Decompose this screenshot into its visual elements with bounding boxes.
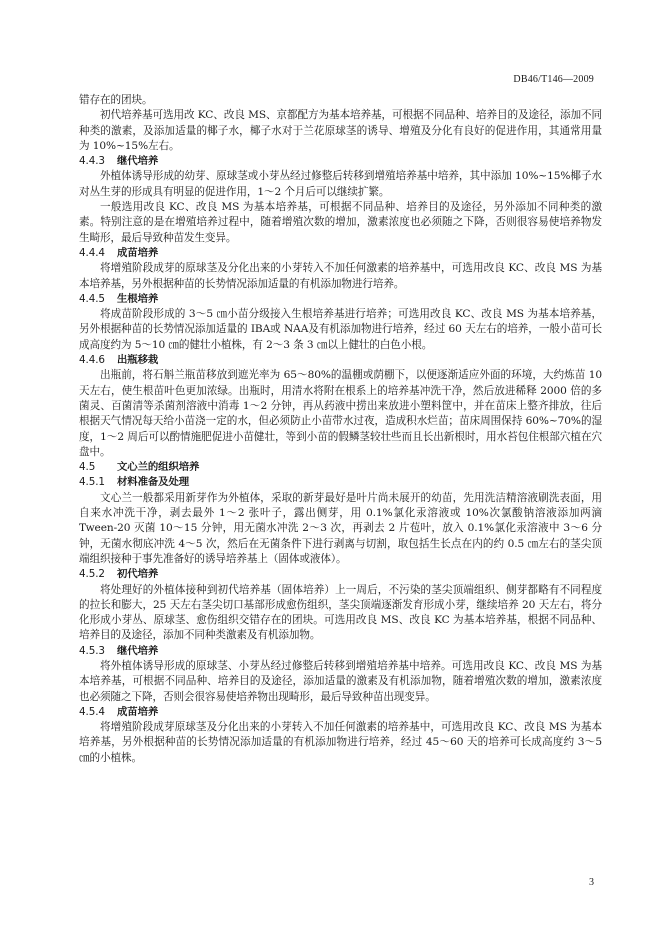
section-title: 生根培养: [117, 292, 159, 305]
section-heading: [79, 353, 602, 368]
section-title: 成苗培养: [117, 246, 159, 259]
section-title: 初代培养: [117, 568, 159, 581]
section-heading: [79, 567, 602, 582]
section-heading: [79, 705, 602, 720]
paragraph: 将增殖阶段成芽原球茎及分化出来的小芽转入不加任何激素的培养基中，可选用改良 KC、改良 MS 为基本培养基，另外根据种苗的长势情况添加适量的有机添加物进行培养，经过 45～60 天的培养可长成高度约 3～5 ㎝的小植株。: [79, 721, 602, 764]
section-heading: [79, 292, 602, 307]
section-heading: [79, 460, 602, 475]
section-heading: [79, 475, 602, 490]
section-number: 4.4.4: [79, 246, 105, 259]
paragraph: 将增殖阶段成芽的原球茎及分化出来的小芽转入不加任何激素的培养基中，可选用改良 KC、改良 MS 为基本培养基，另外根据种苗的长势情况添加适量的有机添加物进行培养。: [79, 262, 602, 290]
section-number: 4.4.5: [79, 292, 105, 305]
paragraph: 外植体诱导形成的幼芽、原球茎或小芽丛经过修整后转移到增殖培养基中培养，其中添加 10%~15%椰子水对丛生芽的形成具有明显的促进作用，1～2 个月后可以继续扩繁。: [79, 170, 602, 198]
paragraph: 将成苗阶段形成的 3～5 ㎝小苗分级接入生根培养基进行培养；可选用改良 KC、改良 MS 为基本培养基，另外根据种苗的长势情况添加适量的 IBA或 NAA及有机添加物进行培养，经过 60 天左右的培养，一般小苗可长成高度约为 5～10 ㎝的健壮小植株，有 2～3 条 3 ㎝以上健壮的白色小根。: [79, 308, 602, 351]
section-number: 4.5: [79, 461, 96, 474]
section-heading: [79, 246, 602, 261]
section-title: 文心兰的组织培养: [117, 461, 200, 474]
section-title: 出瓶移栽: [117, 354, 159, 367]
section-heading: [79, 154, 602, 169]
paragraph: 一般选用改良 KC、改良 MS 为基本培养基，可根据不同品种、培养目的及途径，另外添加不同种类的激素。特别注意的是在增殖培养过程中，随着增殖次数的增加，激素浓度也必须随之下降，否则很容易使培养物发生畸形，最后导致种苗发生变异。: [79, 201, 602, 244]
paragraph: 文心兰一般都采用新芽作为外植体，采取的新芽最好是叶片尚未展开的幼苗，先用洗洁精溶液刷洗表面，用自来水冲洗干净，剥去最外 1～2 张叶子，露出侧芽，用 0.1%氯化汞溶液或 10%次氯酸钠溶液添加两滴 Tween-20 灭菌 10～15 分钟，用无菌水冲洗 2～3 次，再剥去 2 片苞叶，放入 0.1%氯化汞溶液中 3～6 分钟，无菌水彻底冲洗 4～5 次，然后在无菌条件下进行剥离与切割，取包括生长点在内的约 0.5 ㎝左右的茎尖顶端组织接种于事先准备好的诱导培养基上（固体或液体）。: [79, 491, 602, 565]
section-heading: [79, 644, 602, 659]
section-title: 继代培养: [117, 644, 159, 657]
section-title: 继代培养: [117, 155, 159, 168]
paragraph: 错存在的团块。: [79, 94, 153, 106]
page-number: 3: [589, 877, 594, 888]
section-title: 成苗培养: [117, 705, 159, 718]
document-body: [79, 93, 602, 766]
document-code: DB46/T146—2009: [513, 74, 594, 85]
section-number: 4.5.2: [79, 568, 105, 581]
section-number: 4.4.6: [79, 354, 105, 367]
section-title: 材料准备及处理: [117, 476, 190, 489]
section-number: 4.5.4: [79, 705, 105, 718]
paragraph: 初代培养基可选用改 KC、改良 MS、京都配方为基本培养基，可根据不同品种、培养目的及途径，添加不同种类的激素，及添加适量的椰子水，椰子水对于兰花原球茎的诱导、增殖及分化有良好的促进作用，其通常用量为 10%~15%左右。: [79, 109, 602, 152]
section-number: 4.4.3: [79, 155, 105, 168]
paragraph: 出瓶前，将石斛兰瓶苗移放到遮光率为 65～80%的温棚或荫棚下，以便逐渐适应外面的环境，大约炼苗 10 天左右，使生根苗叶色更加浓绿。出瓶时，用清水将附在根系上的培养基冲洗干净，然后放进稀释 2000 倍的多菌灵、百菌清等杀菌剂溶液中消毒 1～2 分钟，再从药液中捞出来放进小塑料筐中，并在苗床上整齐排放，往后根据天气情况每天给小苗浇一定的水，但必须防止小苗带水过夜，造成积水烂苗；苗床周围保持 60%~70%的湿度，1～2 周后可以酌情施肥促进小苗健壮，等到小苗的假鳞茎较壮些而且长出新根时，用水苔包住根部穴植在穴盘中。: [79, 369, 602, 458]
section-number: 4.5.1: [79, 476, 105, 489]
section-number: 4.5.3: [79, 644, 105, 657]
paragraph: 将处理好的外植体接种到初代培养基（固体培养）上一周后，不污染的茎尖顶端组织、侧芽都略有不同程度的拉长和膨大，25 天左右茎尖切口基部形成愈伤组织，茎尖顶端逐渐发育形成小芽，继续培养 20 天左右，将分化形成小芽丛、原球茎、愈伤组织交错存在的团块。可选用改良 MS、改良 KC 为基本培养基，根据不同品种、培养目的及途径，添加不同种类激素及有机添加物。: [79, 583, 602, 642]
paragraph: 将外植体诱导形成的原球茎、小芽丛经过修整后转移到增殖培养基中培养。可选用改良 KC、改良 MS 为基本培养基，可根据不同品种、培养目的及途径，添加适量的激素及有机添加物，随着增殖次数的增加，激素浓度也必须随之下降，否则会很容易使培养物出现畸形，最后导致种苗出现变异。: [79, 659, 602, 703]
